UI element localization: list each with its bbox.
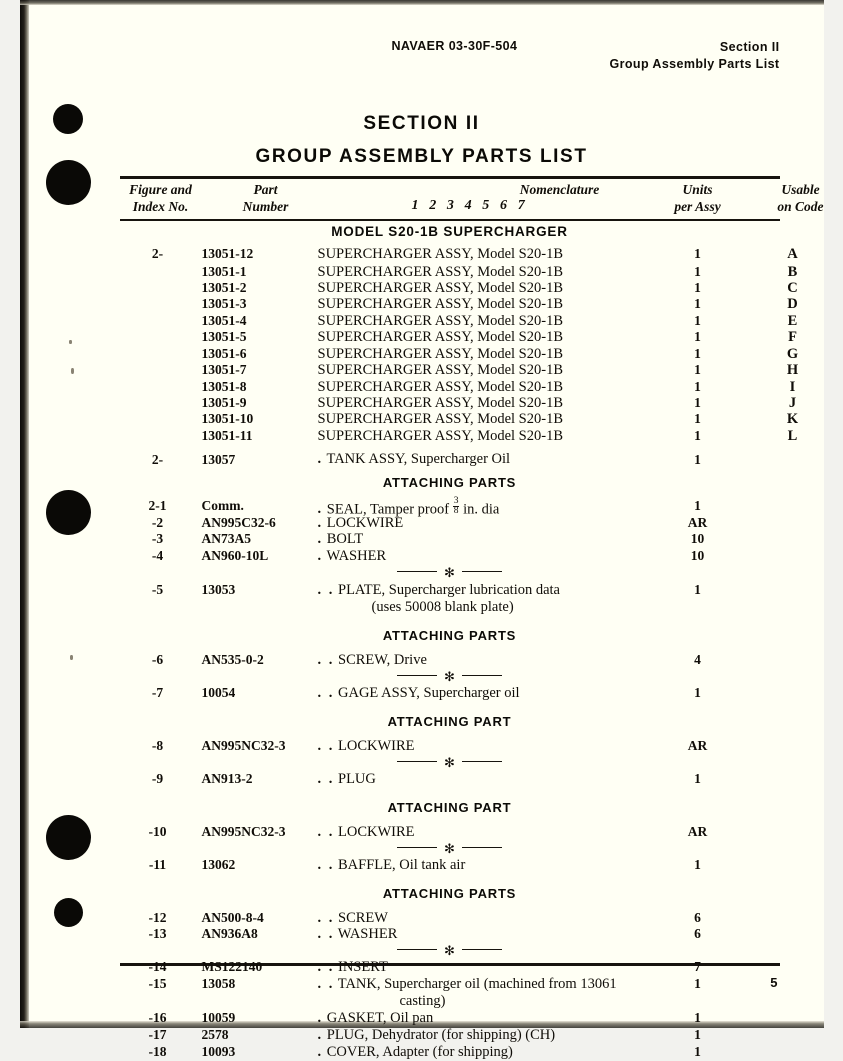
table-row xyxy=(120,926,780,942)
table-row xyxy=(120,296,780,312)
indent-dots: . . xyxy=(318,824,335,841)
cell-units-per-assy: 10 xyxy=(648,531,748,547)
nomenclature-text: GAGE ASSY, Supercharger oil xyxy=(338,685,520,701)
indent-dots: . . xyxy=(318,857,335,874)
nomenclature-text: BAFFLE, Oil tank air xyxy=(338,857,465,873)
cell-figure-index: -18 xyxy=(120,1044,196,1060)
cell-part-number: AN73A5 xyxy=(202,531,322,547)
cell-units-per-assy: 4 xyxy=(648,652,748,668)
attaching-parts-heading: ATTACHING PARTS xyxy=(120,616,780,652)
cell-nomenclature xyxy=(318,857,648,874)
nomenclature-text-before: SEAL, Tamper proof xyxy=(327,501,449,517)
cell-figure-index: -8 xyxy=(120,738,196,754)
asterisk-icon: ✻ xyxy=(444,566,455,579)
divider-rule-right xyxy=(462,761,502,763)
fraction-three-eighths: $\frac{3}{8}$ xyxy=(453,497,460,517)
cell-units-per-assy: 1 xyxy=(648,280,748,296)
cell-nomenclature: SUPERCHARGER ASSY, Model S20-1B xyxy=(318,346,648,363)
cell-figure-index: 2- xyxy=(120,246,196,262)
column-header-part: Part Number xyxy=(214,182,318,215)
nomenclature-text: PLUG xyxy=(338,771,376,787)
nomenclature-continuation: (uses 50008 blank plate) xyxy=(318,599,648,616)
cell-units-per-assy: 7 xyxy=(648,959,748,975)
indent-dots: . xyxy=(318,515,324,532)
section-subtitle: Group Assembly Parts List xyxy=(610,57,780,71)
cell-usable-on-code: E xyxy=(748,313,838,330)
cell-part-number: 13051-3 xyxy=(202,296,322,312)
table-row xyxy=(120,280,780,296)
nomenclature-text-after: in. dia xyxy=(463,501,499,517)
cell-units-per-assy: 1 xyxy=(648,411,748,427)
indent-dots: . xyxy=(318,548,324,565)
indent-dots: . . xyxy=(318,959,335,976)
cell-figure-index: -3 xyxy=(120,531,196,547)
cell-part-number: 13051-12 xyxy=(202,246,322,262)
cell-figure-index: -6 xyxy=(120,652,196,668)
nomenclature-text: BOLT xyxy=(327,531,364,547)
cell-units-per-assy: 1 xyxy=(648,428,748,444)
cell-units-per-assy: 1 xyxy=(648,296,748,312)
indent-dots: . . xyxy=(318,771,335,788)
cell-units-per-assy: 1 xyxy=(648,771,748,787)
cell-nomenclature xyxy=(318,976,648,993)
cell-part-number: 13051-10 xyxy=(202,411,322,427)
divider-rule-left xyxy=(397,675,437,677)
cell-nomenclature: SUPERCHARGER ASSY, Model S20-1B xyxy=(318,296,648,313)
page-title-main: GROUP ASSEMBLY PARTS LIST xyxy=(20,146,824,168)
cell-nomenclature xyxy=(318,582,648,599)
cell-nomenclature: SUPERCHARGER ASSY, Model S20-1B xyxy=(318,379,648,396)
attaching-parts-heading: ATTACHING PARTS xyxy=(120,469,780,498)
cell-nomenclature: SUPERCHARGER ASSY, Model S20-1B xyxy=(318,362,648,379)
cell-nomenclature: SUPERCHARGER ASSY, Model S20-1B xyxy=(318,246,648,263)
cell-units-per-assy: 1 xyxy=(648,1010,748,1026)
star-divider xyxy=(120,668,780,685)
cell-nomenclature: SUPERCHARGER ASSY, Model S20-1B xyxy=(318,264,648,281)
cell-units-per-assy: 1 xyxy=(648,346,748,362)
cell-usable-on-code: J xyxy=(748,395,838,412)
cell-part-number: 13051-4 xyxy=(202,313,322,329)
cell-part-number: AN995NC32-3 xyxy=(202,824,322,840)
nomenclature-text: LOCKWIRE xyxy=(327,515,404,531)
cell-nomenclature: SUPERCHARGER ASSY, Model S20-1B xyxy=(318,395,648,412)
cell-usable-on-code: A xyxy=(748,246,838,263)
nomenclature-text: WASHER xyxy=(338,926,398,942)
table-row xyxy=(120,824,780,840)
cell-nomenclature xyxy=(318,685,648,702)
cell-units-per-assy: AR xyxy=(648,824,748,840)
cell-nomenclature xyxy=(318,926,648,943)
cell-units-per-assy: 1 xyxy=(648,857,748,873)
cell-part-number: AN936A8 xyxy=(202,926,322,942)
cell-figure-index: 2-1 xyxy=(120,498,196,514)
table-row-continuation xyxy=(120,599,780,616)
table-row xyxy=(120,444,780,469)
cell-part-number: 13051-6 xyxy=(202,346,322,362)
cell-part-number: 13057 xyxy=(202,452,322,468)
indent-dots: . . xyxy=(318,738,335,755)
cell-units-per-assy: 1 xyxy=(648,246,748,262)
cell-part-number: 10059 xyxy=(202,1010,322,1026)
scan-top-edge xyxy=(20,0,824,5)
cell-part-number: 13051-11 xyxy=(202,428,322,444)
indent-dots: . . xyxy=(318,652,335,669)
table-row xyxy=(120,515,780,531)
indent-level-scale: 1 2 3 4 5 6 7 xyxy=(412,198,529,215)
cell-units-per-assy: 1 xyxy=(648,329,748,345)
table-row xyxy=(120,771,780,788)
star-divider xyxy=(120,840,780,857)
indent-dots: . xyxy=(318,451,324,468)
cell-units-per-assy: AR xyxy=(648,515,748,531)
section-name: Section II xyxy=(720,40,780,54)
nomenclature-text: LOCKWIRE xyxy=(338,738,415,754)
cell-nomenclature xyxy=(318,910,648,927)
cell-nomenclature xyxy=(318,1044,648,1061)
cell-nomenclature: SUPERCHARGER ASSY, Model S20-1B xyxy=(318,329,648,346)
cell-figure-index: -4 xyxy=(120,548,196,564)
cell-figure-index: -14 xyxy=(120,959,196,975)
cell-units-per-assy: 6 xyxy=(648,910,748,926)
cell-nomenclature xyxy=(318,652,648,669)
group-title: MODEL S20-1B SUPERCHARGER xyxy=(120,224,780,246)
cell-units-per-assy: 1 xyxy=(648,582,748,598)
table-row-continuation xyxy=(120,993,780,1010)
cell-part-number: AN535-0-2 xyxy=(202,652,322,668)
cell-units-per-assy: 1 xyxy=(648,498,748,514)
nomenclature-text: COVER, Adapter (for shipping) xyxy=(327,1044,513,1060)
cell-units-per-assy: 1 xyxy=(648,264,748,280)
cell-part-number: 2578 xyxy=(202,1027,322,1043)
indent-dots: . xyxy=(318,1010,324,1027)
binder-hole xyxy=(46,815,91,860)
cell-figure-index: -10 xyxy=(120,824,196,840)
nomenclature-text: PLUG, Dehydrator (for shipping) (CH) xyxy=(327,1027,555,1043)
cell-nomenclature: SUPERCHARGER ASSY, Model S20-1B xyxy=(318,313,648,330)
cell-nomenclature: SUPERCHARGER ASSY, Model S20-1B xyxy=(318,280,648,297)
divider-rule-right xyxy=(462,847,502,849)
cell-usable-on-code: C xyxy=(748,280,838,297)
cell-usable-on-code: F xyxy=(748,329,838,346)
divider-rule-right xyxy=(462,571,502,573)
cell-figure-index: -13 xyxy=(120,926,196,942)
cell-usable-on-code: H xyxy=(748,362,838,379)
attaching-parts-heading: ATTACHING PARTS xyxy=(120,874,780,910)
cell-units-per-assy: 1 xyxy=(648,362,748,378)
cell-figure-index: -15 xyxy=(120,976,196,992)
divider-rule-left xyxy=(397,761,437,763)
table-row xyxy=(120,1027,780,1044)
divider-rule-right xyxy=(462,949,502,951)
cell-figure-index: -17 xyxy=(120,1027,196,1043)
column-header-nomenclature: Nomenclature xyxy=(410,182,710,199)
column-header-usable-on-code: Usable on Code xyxy=(752,182,843,215)
cell-usable-on-code: K xyxy=(748,411,838,428)
cell-nomenclature xyxy=(318,515,648,532)
star-divider xyxy=(120,754,780,771)
cell-units-per-assy: 1 xyxy=(648,313,748,329)
nomenclature-text: TANK, Supercharger oil (machined from 13061 xyxy=(338,976,617,992)
table-row xyxy=(120,1010,780,1027)
divider-rule-left xyxy=(397,847,437,849)
table-row xyxy=(120,738,780,754)
table-row xyxy=(120,910,780,926)
cell-usable-on-code: B xyxy=(748,264,838,281)
cell-part-number: 13051-8 xyxy=(202,379,322,395)
cell-part-number: 13062 xyxy=(202,857,322,873)
cell-units-per-assy: 6 xyxy=(648,926,748,942)
cell-nomenclature xyxy=(318,1027,648,1044)
cell-units-per-assy: 1 xyxy=(648,379,748,395)
margin-speck xyxy=(69,340,72,344)
indent-dots: . xyxy=(318,501,324,518)
cell-usable-on-code: D xyxy=(748,296,838,313)
table-row xyxy=(120,857,780,874)
cell-nomenclature xyxy=(318,1010,648,1027)
table-row xyxy=(120,395,780,411)
cell-nomenclature: SUPERCHARGER ASSY, Model S20-1B xyxy=(318,428,648,445)
nomenclature-text: TANK ASSY, Supercharger Oil xyxy=(327,451,511,467)
section-label xyxy=(610,39,780,73)
cell-units-per-assy: 1 xyxy=(648,395,748,411)
cell-units-per-assy: 1 xyxy=(648,1027,748,1043)
cell-part-number: 13051-5 xyxy=(202,329,322,345)
cell-figure-index: -7 xyxy=(120,685,196,701)
indent-dots: . . xyxy=(318,976,335,993)
divider-rule-left xyxy=(397,571,437,573)
cell-usable-on-code: L xyxy=(748,428,838,445)
table-top-rule xyxy=(120,176,780,179)
star-divider xyxy=(120,942,780,959)
table-row xyxy=(120,313,780,329)
cell-part-number: AN913-2 xyxy=(202,771,322,787)
cell-part-number: 10093 xyxy=(202,1044,322,1060)
indent-dots: . . xyxy=(318,582,335,599)
cell-units-per-assy: 1 xyxy=(648,452,748,468)
column-header-units: Units per Assy xyxy=(644,182,752,215)
nomenclature-continuation: casting) xyxy=(318,993,648,1010)
table-row xyxy=(120,531,780,547)
table-row xyxy=(120,1044,780,1061)
cell-units-per-assy: 1 xyxy=(648,1044,748,1060)
cell-nomenclature xyxy=(318,771,648,788)
table-row xyxy=(120,346,780,362)
table-row xyxy=(120,264,780,280)
indent-dots: . . xyxy=(318,926,335,943)
table-row xyxy=(120,582,780,599)
cell-part-number: 13051-2 xyxy=(202,280,322,296)
cell-units-per-assy: 10 xyxy=(648,548,748,564)
cell-nomenclature xyxy=(318,738,648,755)
cell-units-per-assy: 1 xyxy=(648,685,748,701)
table-row xyxy=(120,498,780,515)
nomenclature-text: PLATE, Supercharger lubrication data xyxy=(338,582,560,598)
table-row xyxy=(120,652,780,668)
cell-part-number: 13053 xyxy=(202,582,322,598)
cell-part-number: AN960-10L xyxy=(202,548,322,564)
cell-figure-index: -5 xyxy=(120,582,196,598)
binder-hole xyxy=(54,898,83,927)
cell-part-number: 13058 xyxy=(202,976,322,992)
nomenclature-text: SCREW xyxy=(338,910,388,926)
cell-part-number: 10054 xyxy=(202,685,322,701)
nomenclature-text: LOCKWIRE xyxy=(338,824,415,840)
table-row xyxy=(120,246,780,264)
document-number: NAVAER 03-30F-504 xyxy=(392,39,518,53)
binder-hole xyxy=(46,490,91,535)
cell-nomenclature xyxy=(318,959,648,976)
cell-part-number: 13051-9 xyxy=(202,395,322,411)
cell-part-number: AN500-8-4 xyxy=(202,910,322,926)
asterisk-icon: ✻ xyxy=(444,670,455,683)
asterisk-icon: ✻ xyxy=(444,944,455,957)
asterisk-icon: ✻ xyxy=(444,756,455,769)
table-row xyxy=(120,329,780,345)
table-row xyxy=(120,428,780,444)
cell-part-number: AN995C32-6 xyxy=(202,515,322,531)
parts-list-body xyxy=(120,224,780,1061)
table-row xyxy=(120,362,780,378)
indent-dots: . . xyxy=(318,910,335,927)
cell-nomenclature xyxy=(318,548,648,565)
cell-units-per-assy: 1 xyxy=(648,976,748,992)
cell-part-number: Comm. xyxy=(202,498,322,514)
cell-usable-on-code: G xyxy=(748,346,838,363)
indent-dots: . . xyxy=(318,685,335,702)
table-row xyxy=(120,685,780,702)
cell-units-per-assy: AR xyxy=(648,738,748,754)
divider-rule-right xyxy=(462,675,502,677)
cell-usable-on-code: I xyxy=(748,379,838,396)
cell-part-number: 13051-7 xyxy=(202,362,322,378)
document-page xyxy=(20,0,824,1028)
nomenclature-text: SCREW, Drive xyxy=(338,652,427,668)
nomenclature-text: GASKET, Oil pan xyxy=(327,1010,433,1026)
cell-figure-index: -2 xyxy=(120,515,196,531)
divider-rule-left xyxy=(397,949,437,951)
cell-figure-index: -12 xyxy=(120,910,196,926)
asterisk-icon: ✻ xyxy=(444,842,455,855)
margin-speck xyxy=(70,655,73,660)
cell-nomenclature xyxy=(318,824,648,841)
cell-part-number: MS122140 xyxy=(202,959,322,975)
attaching-part-heading: ATTACHING PART xyxy=(120,702,780,738)
table-row xyxy=(120,959,780,976)
cell-nomenclature xyxy=(318,451,648,468)
column-header-figure: Figure and Index No. xyxy=(120,182,202,215)
indent-dots: . xyxy=(318,531,324,548)
star-divider xyxy=(120,564,780,582)
cell-figure-index: -16 xyxy=(120,1010,196,1026)
cell-figure-index: 2- xyxy=(120,452,196,468)
cell-nomenclature xyxy=(318,531,648,548)
indent-dots: . xyxy=(318,1027,324,1044)
attaching-part-heading: ATTACHING PART xyxy=(120,788,780,824)
nomenclature-text: INSERT xyxy=(338,959,388,975)
indent-dots: . xyxy=(318,1044,324,1061)
page-title-section: SECTION II xyxy=(20,113,824,135)
margin-speck xyxy=(71,368,74,374)
cell-figure-index: -11 xyxy=(120,857,196,873)
table-header-row xyxy=(120,180,780,220)
table-row xyxy=(120,411,780,427)
nomenclature-text: WASHER xyxy=(327,548,387,564)
table-row xyxy=(120,976,780,993)
table-row xyxy=(120,379,780,395)
cell-part-number: AN995NC32-3 xyxy=(202,738,322,754)
table-row xyxy=(120,548,780,564)
page-number: 5 xyxy=(770,975,777,990)
cell-part-number: 13051-1 xyxy=(202,264,322,280)
cell-nomenclature: SUPERCHARGER ASSY, Model S20-1B xyxy=(318,411,648,428)
cell-figure-index: -9 xyxy=(120,771,196,787)
